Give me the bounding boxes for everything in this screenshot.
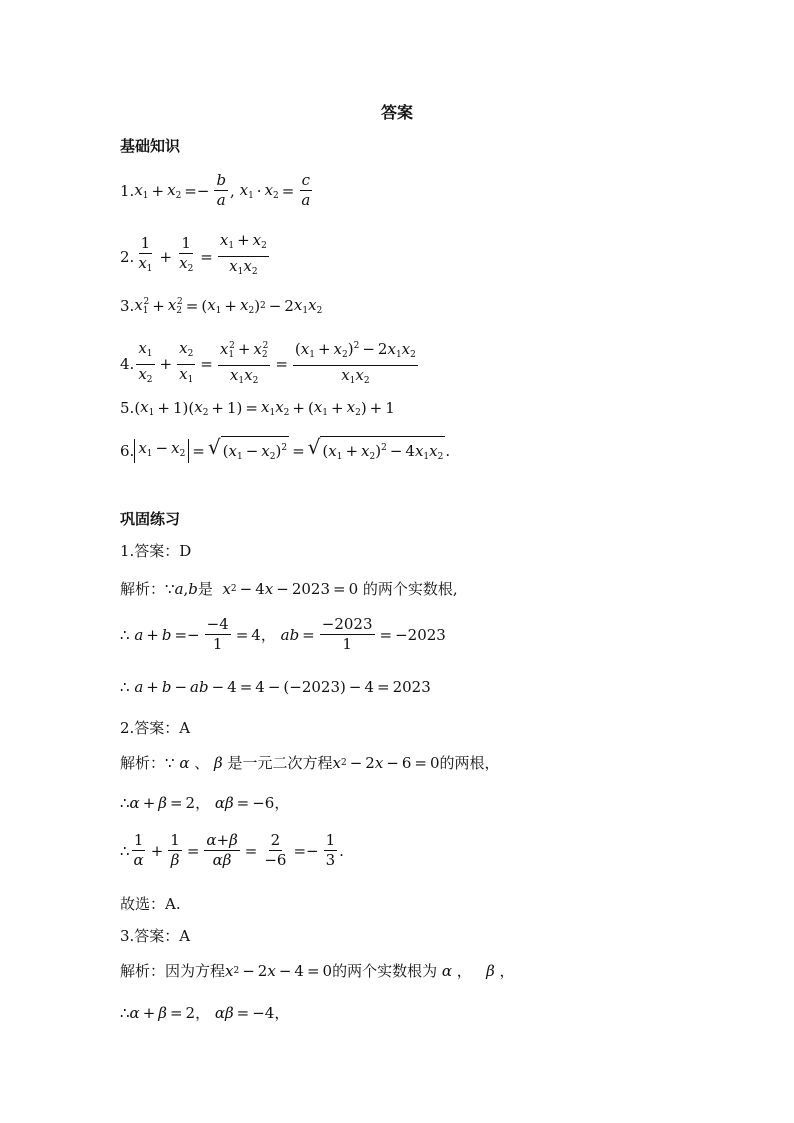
- formula-1: 1. $x_1$ + $x_2$ =− $\frac{b}{a}$ , $x_1$ · $x_2$ = $\frac{c}{a}$: [120, 171, 311, 209]
- q1-step1: ∴ a + b =− $\frac{-4}{1}$ = 4 ， ab = $\frac{-2023}{1}$ = −2023: [120, 615, 446, 653]
- q3-answer: 3.答案：A: [120, 927, 191, 945]
- formula-5: 5. ( $x_1$ + 1 ) ( $x_2$ + 1 ) = $x_1x_2$ + ( $x_1$ + $x_2$ ) + 1: [120, 398, 395, 418]
- section-heading-basics: 基础知识: [120, 137, 181, 155]
- q1-analysis: 解析： ∵ a , b 是 x 2 − 4 x − 2023 = 0 的两个实数根,: [120, 579, 458, 598]
- formula-6: 6. $x_1 - x_2$ = √ $(x_1 - x_2)^2$ = √ $(x_1 + x_2)^2 - 4x_1x_2$ .: [120, 436, 450, 466]
- q2-conclusion: 故选：A.: [120, 895, 181, 913]
- section-heading-practice: 巩固练习: [120, 510, 181, 528]
- formula-2: 2. $\frac{1}{x_1}$ + $\frac{1}{x_2}$ = $\frac{x_1 + x_2}{x_1x_2}$: [120, 231, 267, 277]
- page-title: 答案: [380, 103, 413, 122]
- formula-4: 4. $\frac{x_1}{x_2}$ + $\frac{x_2}{x_1}$ = $\frac{x_1^2 + x_2^2}{x_1x_2}$ = $\frac{(x_1 + x_2)^2 - 2x_1x_2}{x_1x_2}$: [120, 338, 416, 386]
- q2-step1: ∴ α + β = 2 ， αβ = −6 ，: [120, 793, 290, 812]
- q1-answer: 1.答案：D: [120, 542, 192, 560]
- q3-analysis: 解析：因为方程 x 2 − 2 x − 4 = 0 的两个实数根为 α ， β ，: [120, 961, 515, 980]
- formula-3: 3. $x_1^2$ + $x_2^2$ = ( $x_1$ + $x_2$ ) 2 − 2 $x_1x_2$: [120, 296, 323, 316]
- q2-answer: 2.答案：A: [120, 719, 191, 737]
- q1-step2: ∴ a + b − ab − 4 = 4 − (−2023) − 4 = 2023: [120, 678, 431, 696]
- q3-step1: ∴ α + β = 2 ， αβ = −4 ，: [120, 1003, 290, 1022]
- q2-step2: ∴ $\frac{1}{\alpha}$ + $\frac{1}{\beta}$ = $\frac{\alpha+\beta}{\alpha\beta}$ = $\frac{2}{-6}$ =− $\frac{1}{3}$ .: [120, 831, 344, 869]
- q2-analysis: 解析： ∵ α 、 β 是一元二次方程 x 2 − 2 x − 6 = 0 的两根，: [120, 753, 500, 772]
